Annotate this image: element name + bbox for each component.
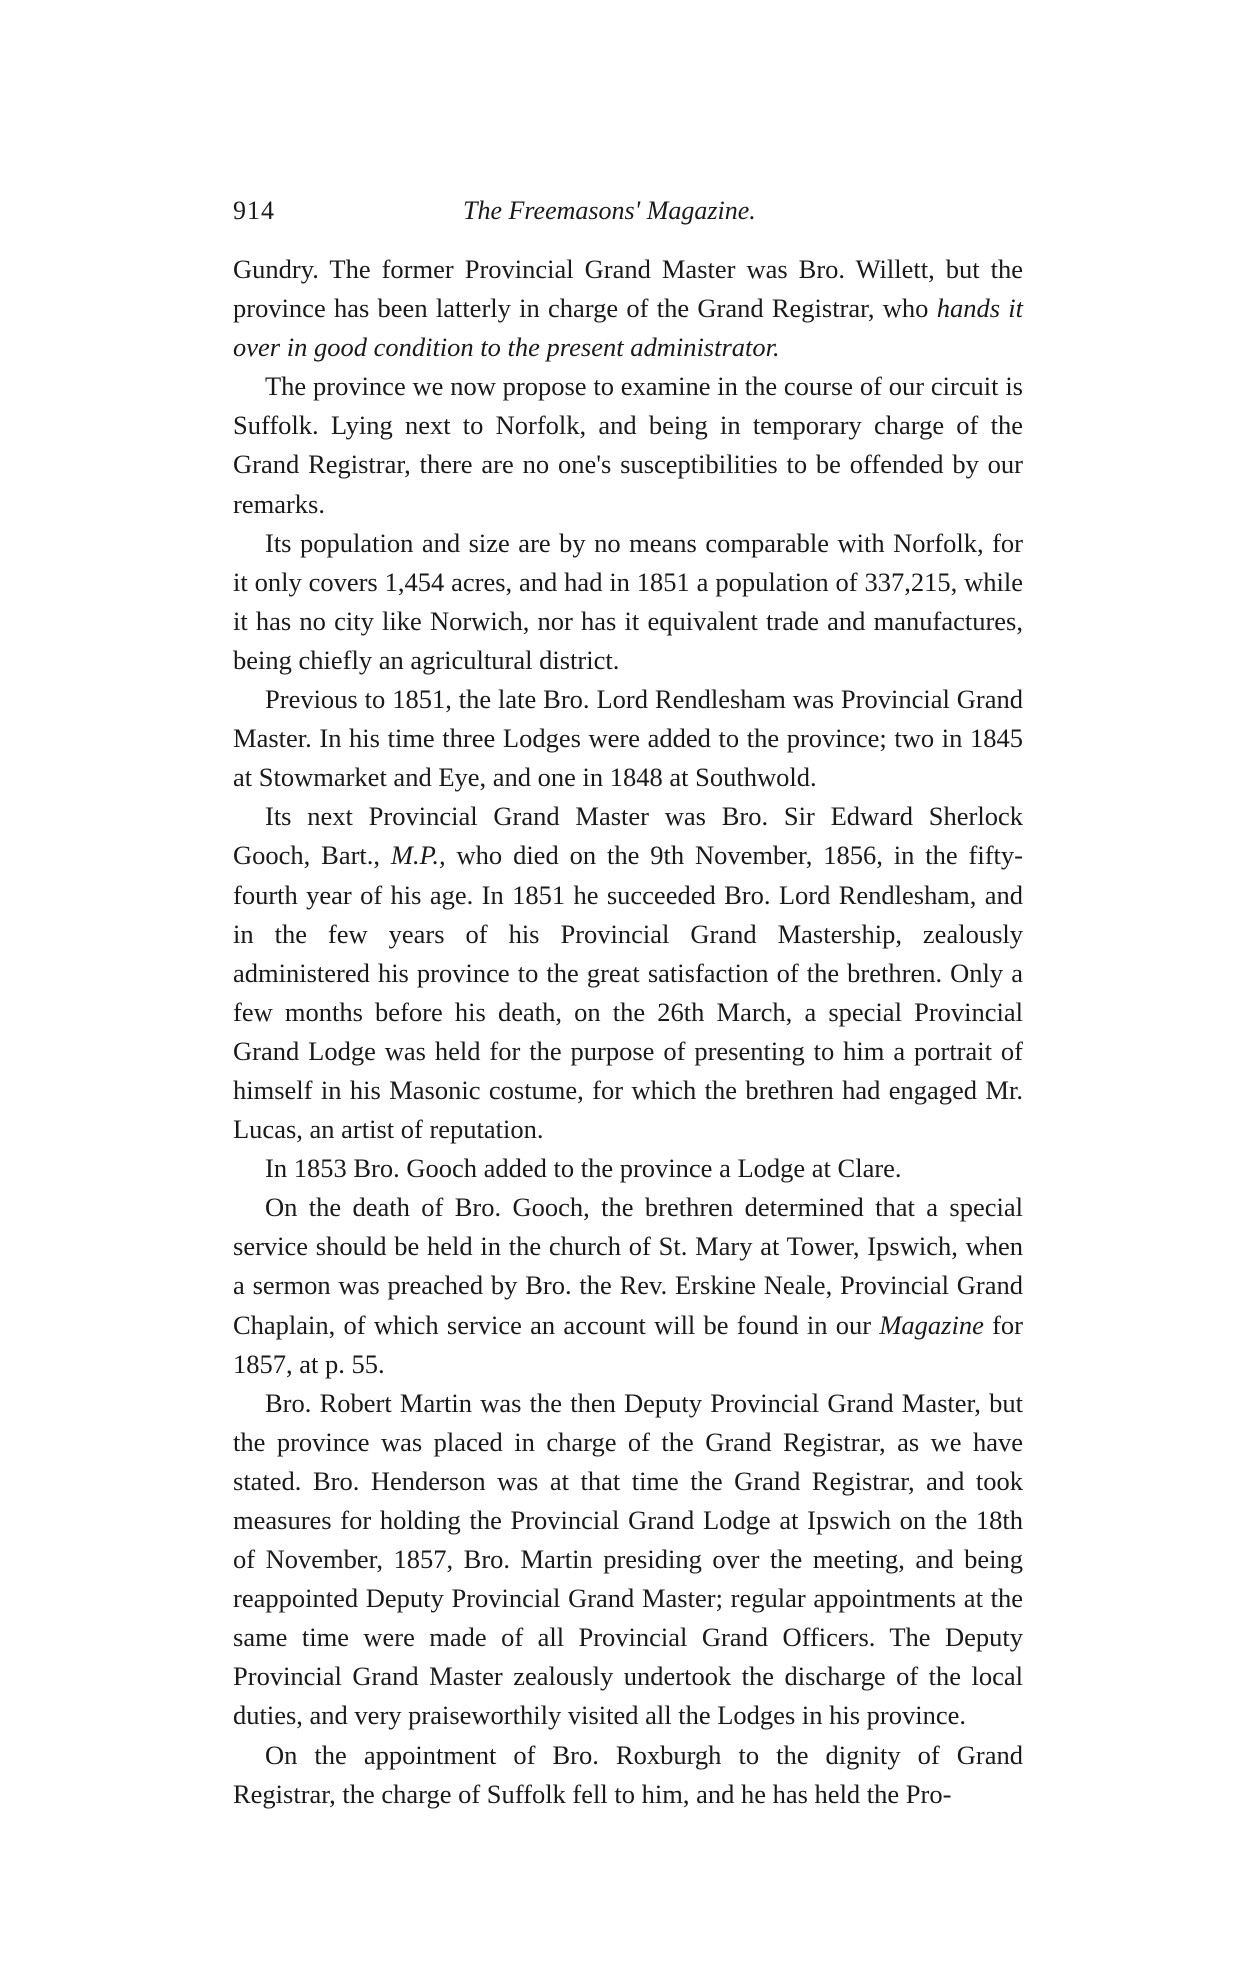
page-header <box>233 196 1023 236</box>
paragraph-tail: who died on the 9th November, 1856, in the fifty-fourth year of his age. In 1851 he succeeded Bro. Lord Rendlesham, and in the few years of his Provincial Grand Mastership, zealously administered his province to the great satisfaction of the brethren. Only a few months before his death, on the 26th March, a special Provincial Grand Lodge was held for the purpose of presenting to him a portrait of himself in his Masonic costume, for which the brethren had engaged Mr. Lucas, an artist of reputation. <box>233 840 1023 1145</box>
paragraph-text: In 1853 Bro. Gooch added to the province a Lodge at Clare. <box>265 1153 902 1184</box>
paragraph-text: Gundry. The former Provincial Grand Master was Bro. Willett, but the province has been latterly in charge of the Grand Registrar, who <box>233 254 1023 324</box>
paragraph-3 <box>233 524 1023 680</box>
paragraph-9 <box>233 1736 1023 1814</box>
paragraph-text: Bro. Robert Martin was the then Deputy Provincial Grand Master, but the province was placed in charge of the Grand Registrar, as we have stated. Bro. Henderson was at that time the Grand Registrar, and took measures for holding the Provincial Grand Lodge at Ipswich on the 18th of November, 1857, Bro. Martin presiding over the meeting, and being reappointed Deputy Provincial Grand Master; regular appointments at the same time were made of all Provincial Grand Officers. The Deputy Provincial Grand Master zealously undertook the discharge of the local duties, and very praiseworthily visited all the Lodges in his province. <box>233 1387 1023 1731</box>
paragraph-text: Its population and size are by no means comparable with Norfolk, for it only covers 1,454 acres, and had in 1851 a population of 337,215, while it has no city like Norwich, nor has it equivalent trade and manufactures, being chiefly an agricultural district. <box>233 527 1023 675</box>
article-body <box>233 250 1023 1814</box>
paragraph-text: The province we now propose to examine in the course of our circuit is Suffolk. Lying next to Norfolk, and being in temporary charge of the Grand Registrar, there are no one's susceptibilities to be offended by our remarks. <box>233 371 1023 519</box>
paragraph-italic: hands it over in good condition to the present administrator. <box>233 293 1023 363</box>
paragraph-2 <box>233 367 1023 523</box>
paragraph-8 <box>233 1384 1023 1736</box>
paragraph-1 <box>233 250 1023 367</box>
paragraph-tail: for 1857, at p. 55. <box>233 1309 1023 1379</box>
paragraph-7 <box>233 1188 1023 1383</box>
paragraph-4 <box>233 680 1023 797</box>
paragraph-5 <box>233 797 1023 1149</box>
paragraph-text: On the death of Bro. Gooch, the brethren determined that a special service should be held in the church of St. Mary at Tower, Ipswich, when a sermon was preached by Bro. the Rev. Erskine Neale, Provincial Grand Chaplain, of which service an account will be found in our <box>233 1192 1023 1340</box>
paragraph-text: Its next Provincial Grand Master was Bro. Sir Edward Sherlock Gooch, Bart., <box>233 801 1023 871</box>
running-title: The Freemasons' Magazine. <box>463 196 756 225</box>
paragraph-italic: Magazine <box>879 1309 984 1340</box>
page-number: 914 <box>233 196 275 225</box>
paragraph-text: Previous to 1851, the late Bro. Lord Rendlesham was Provincial Grand Master. In his time three Lodges were added to the province; two in 1845 at Stowmarket and Eye, and one in 1848 at Southwold. <box>233 684 1023 793</box>
paragraph-italic: M.P., <box>390 840 446 871</box>
paragraph-text: On the appointment of Bro. Roxburgh to the dignity of Grand Registrar, the charge of Suffolk fell to him, and he has held the Pro- <box>233 1739 1023 1809</box>
paragraph-6 <box>233 1149 1023 1188</box>
